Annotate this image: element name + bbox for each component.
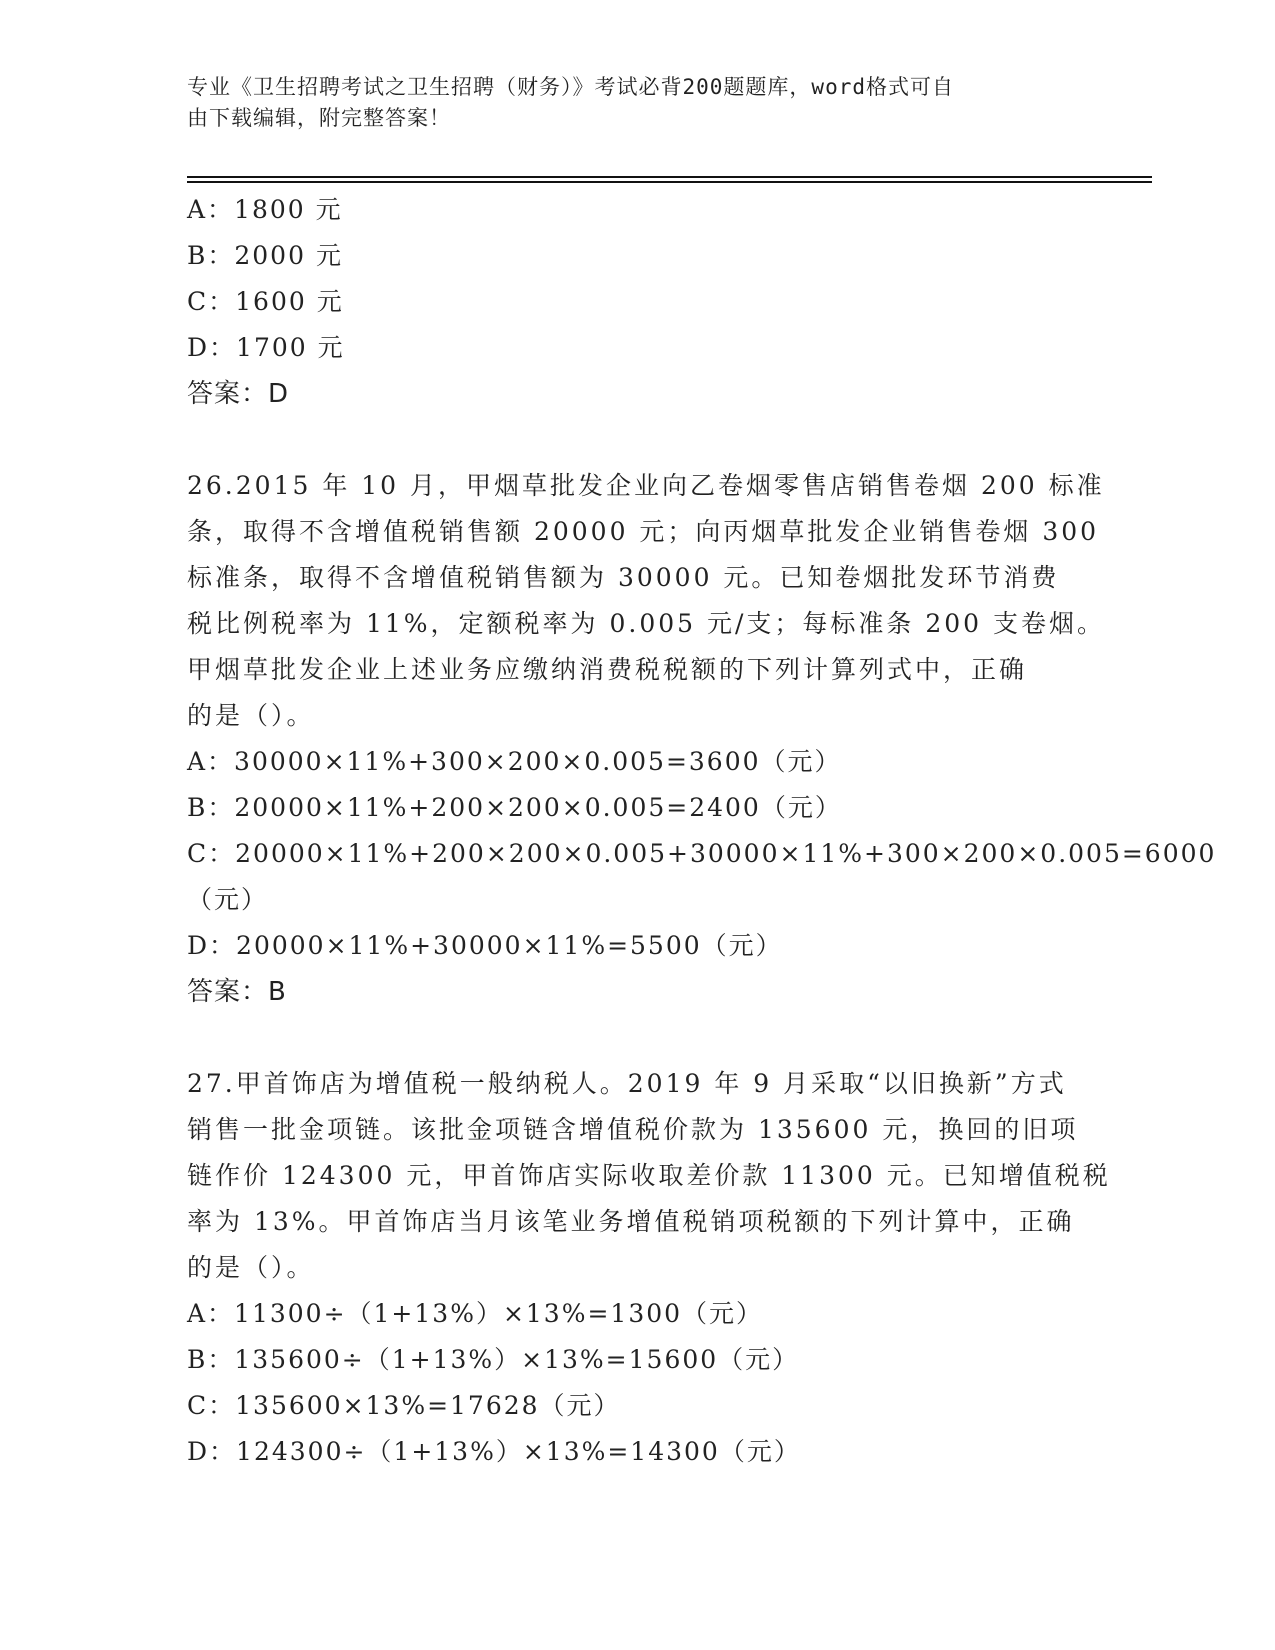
stem-line: 26.2015 年 10 月，甲烟草批发企业向乙卷烟零售店销售卷烟 200 标准	[187, 471, 1105, 500]
question-26-answer: 答案：B	[187, 977, 287, 1007]
option-c: C：135600×13%=17628（元）	[187, 1391, 621, 1420]
stem-line: 链作价 124300 元，甲首饰店实际收取差价款 11300 元。已知增值税税	[187, 1161, 1111, 1190]
stem-line: 的是（）。	[187, 701, 315, 730]
option-d: D：20000×11%+30000×11%=5500（元）	[187, 931, 783, 960]
stem-line: 销售一批金项链。该批金项链含增值税价款为 135600 元，换回的旧项	[187, 1115, 1079, 1144]
question-27-stem	[187, 1061, 1111, 1291]
spacer	[187, 417, 1087, 463]
stem-line: 标准条，取得不含增值税销售额为 30000 元。已知卷烟批发环节消费	[187, 563, 1060, 592]
question-25-answer: 答案：D	[187, 379, 290, 409]
option-d: D：1700 元	[187, 333, 345, 362]
option-a: A：30000×11%+300×200×0.005=3600（元）	[187, 747, 842, 776]
stem-line: 税比例税率为 11%，定额税率为 0.005 元/支；每标准条 200 支卷烟。	[187, 609, 1106, 638]
option-c-continued: （元）	[187, 885, 269, 914]
stem-line: 27.甲首饰店为增值税一般纳税人。2019 年 9 月采取“以旧换新”方式	[187, 1069, 1067, 1098]
question-26-stem	[187, 463, 1106, 739]
document-body	[187, 187, 1217, 1475]
option-d: D：124300÷（1+13%）×13%=14300（元）	[187, 1437, 801, 1466]
question-25-options	[187, 187, 1087, 371]
option-b: B：20000×11%+200×200×0.005=2400（元）	[187, 793, 842, 822]
header-divider-bottom	[187, 181, 1152, 183]
spacer	[187, 1015, 1087, 1061]
option-a: A：1800 元	[187, 195, 343, 224]
stem-line: 率为 13%。甲首饰店当月该笔业务增值税销项税额的下列计算中，正确	[187, 1207, 1075, 1236]
option-c: C：1600 元	[187, 287, 344, 316]
header-line-2: 由下载编辑，附完整答案！	[187, 106, 451, 130]
stem-line: 甲烟草批发企业上述业务应缴纳消费税税额的下列计算列式中，正确	[187, 655, 1028, 684]
stem-line: 条，取得不含增值税销售额 20000 元；向丙烟草批发企业销售卷烟 300	[187, 517, 1100, 546]
question-27-options	[187, 1291, 1087, 1475]
option-b: B：135600÷（1+13%）×13%=15600（元）	[187, 1345, 800, 1374]
header-line-1: 专业《卫生招聘考试之卫生招聘（财务）》考试必背200题题库，word格式可自	[187, 75, 954, 99]
question-26-options	[187, 739, 1217, 969]
option-a: A：11300÷（1+13%）×13%=1300（元）	[187, 1299, 764, 1328]
option-b: B：2000 元	[187, 241, 343, 270]
stem-line: 的是（）。	[187, 1253, 315, 1282]
header-divider-top	[187, 176, 1152, 178]
option-c: C：20000×11%+200×200×0.005+30000×11%+300×200×0.005=6000	[187, 839, 1217, 868]
document-header	[187, 72, 1067, 134]
